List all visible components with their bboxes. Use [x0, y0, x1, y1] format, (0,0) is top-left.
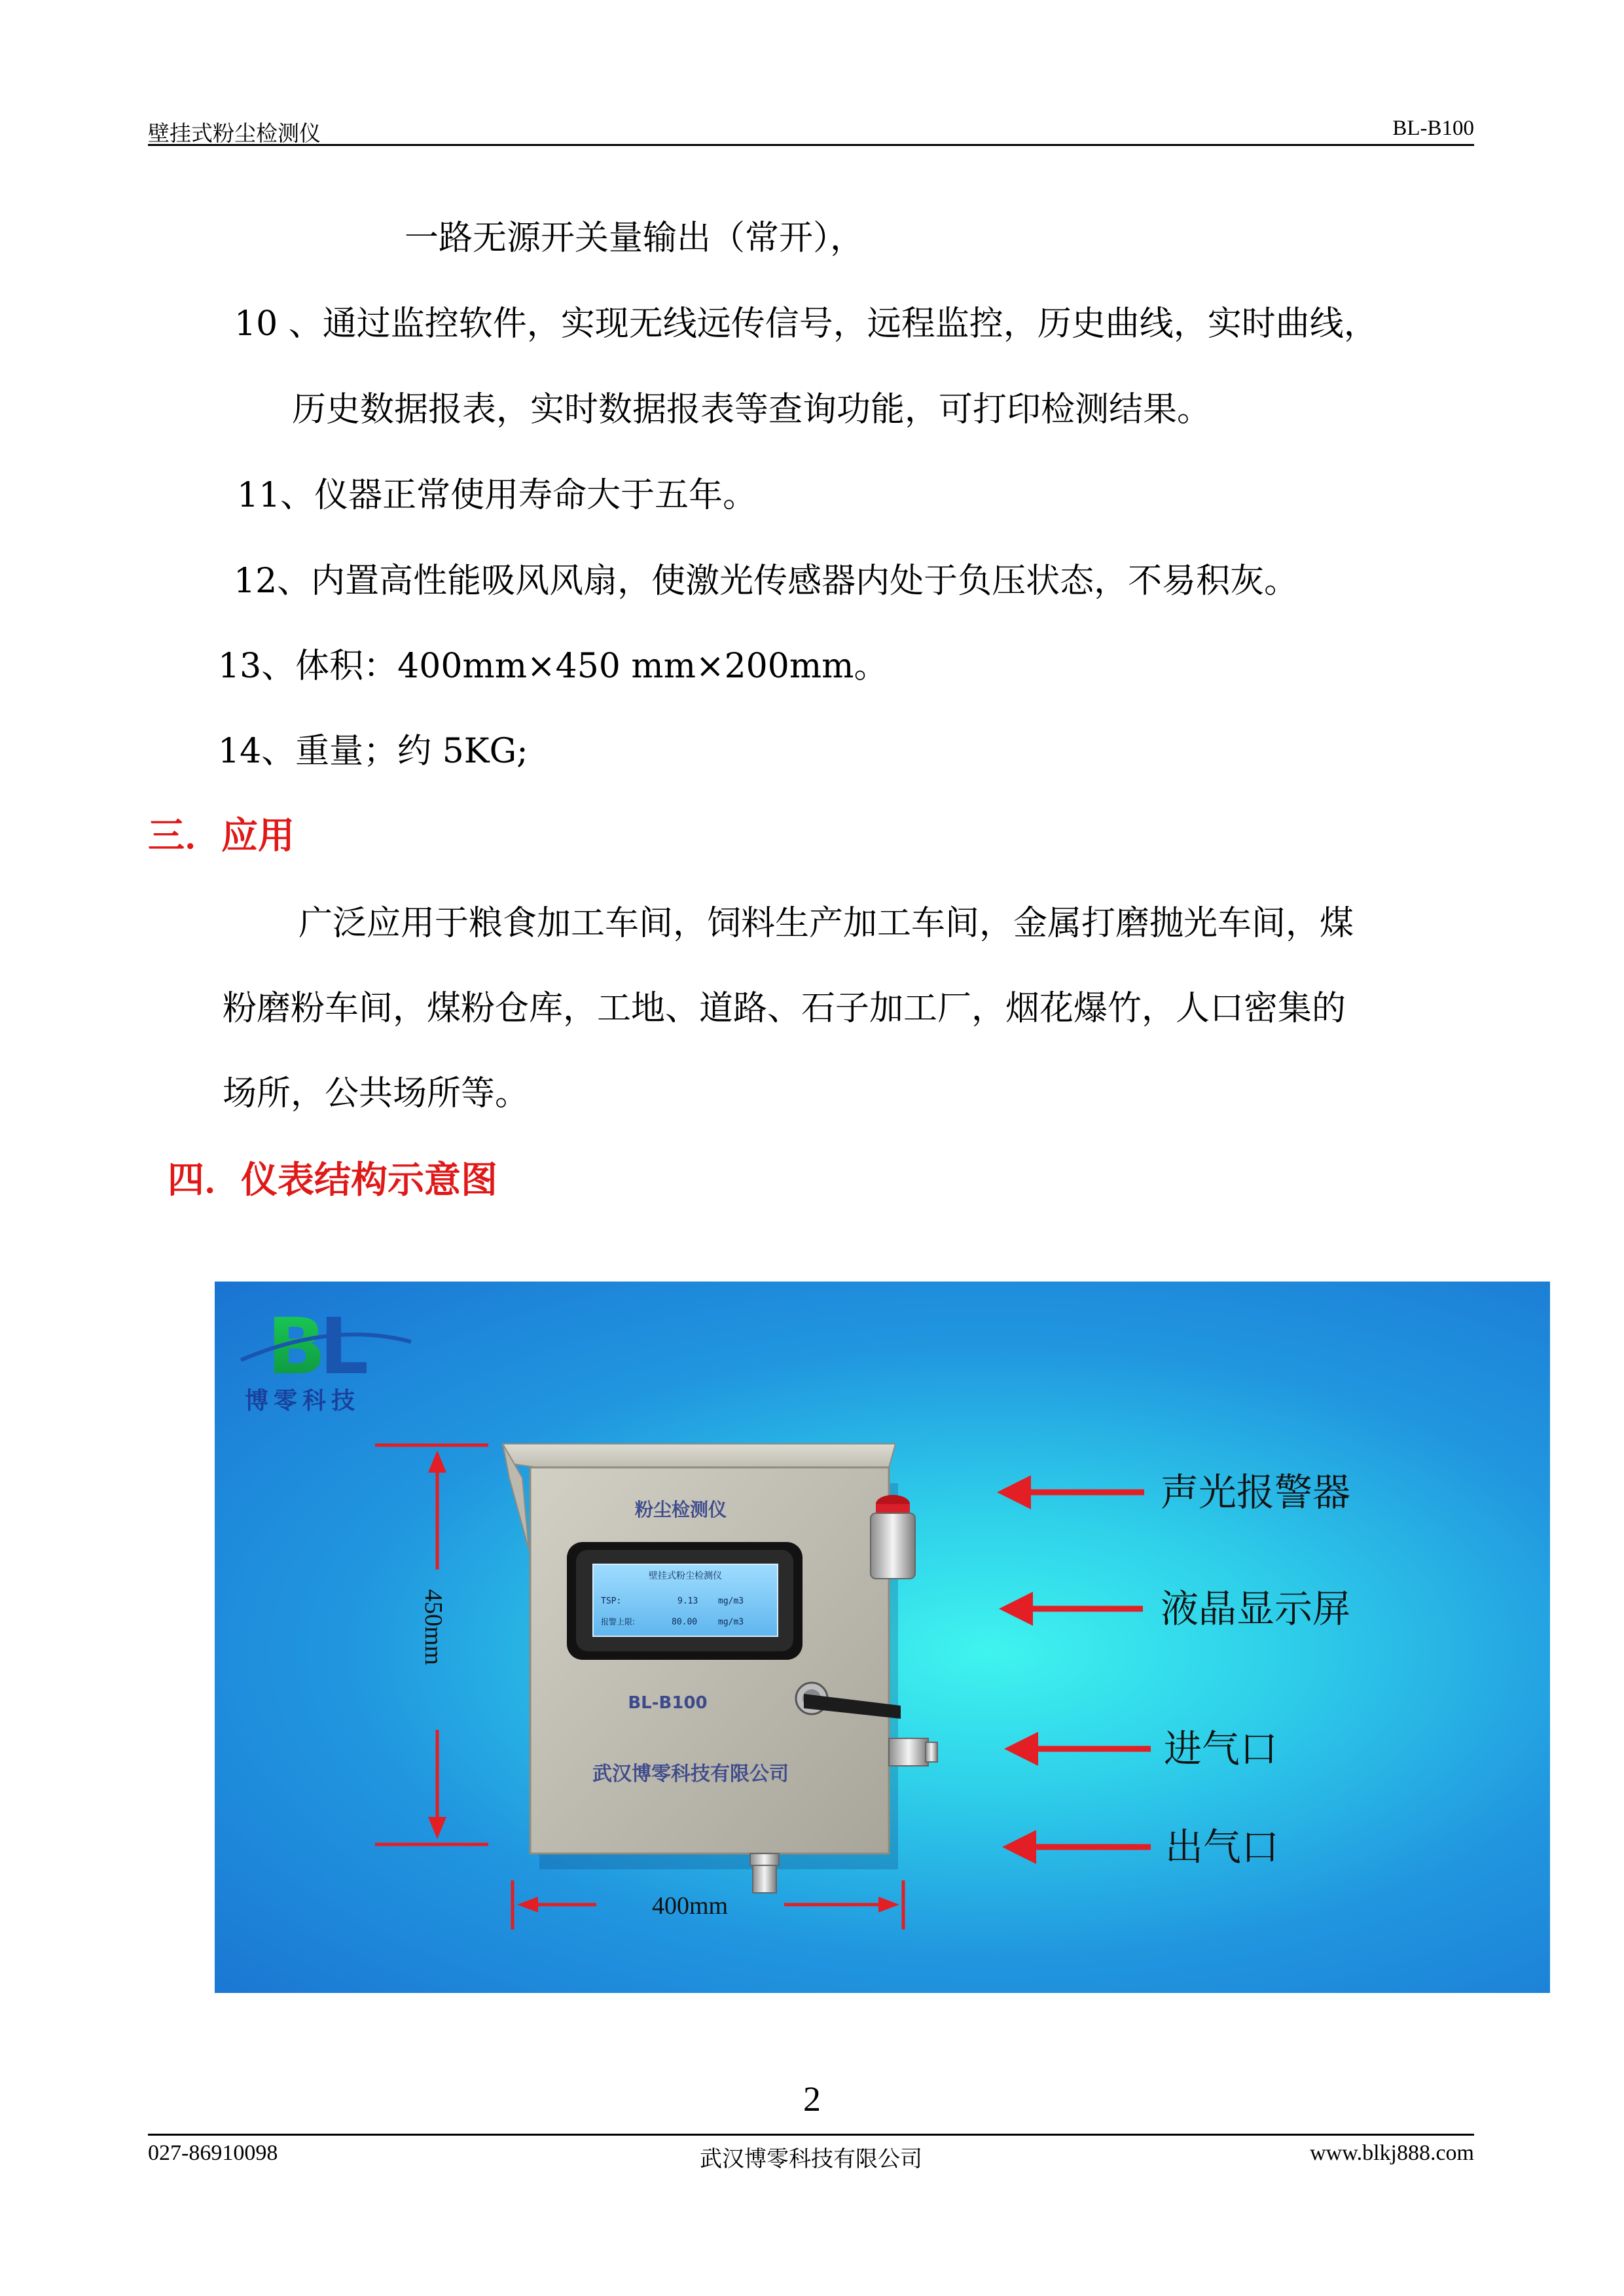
logo-letter-l: L: [319, 1301, 369, 1391]
lcd-tsp-unit: mg/m3: [718, 1596, 744, 1606]
lcd-alarm-value: 80.00: [672, 1617, 698, 1627]
width-dimension: [513, 1880, 903, 1929]
panel-model: BL-B100: [628, 1693, 708, 1713]
lcd-alarm-unit: mg/m3: [718, 1617, 744, 1627]
spec-item-11: 11、仪器正常使用寿命大于五年。: [237, 476, 757, 515]
lcd-tsp-value: 9.13: [677, 1596, 698, 1606]
callout-alarm: [997, 1470, 1350, 1515]
page-number: 2: [803, 2079, 821, 2119]
page-header: [148, 117, 1474, 146]
callout-lcd: [999, 1587, 1350, 1631]
section-3-paragraph-line: 场所，公共场所等。: [223, 1074, 530, 1113]
callout-inlet: [1004, 1727, 1278, 1771]
height-label: 450mm: [420, 1589, 447, 1666]
header-title: 壁挂式粉尘检测仪: [148, 120, 321, 146]
company-logo: [241, 1301, 411, 1414]
section-3-paragraph-line: 广泛应用于粮食加工车间，饲料生产加工车间，金属打磨抛光车间，煤: [298, 904, 1354, 943]
spec-item-13: 13、体积：400mm×450 mm×200mm。: [218, 647, 888, 686]
spec-line-output: 一路无源开关量输出（常开），: [405, 219, 865, 258]
width-label: 400mm: [651, 1892, 729, 1920]
footer-phone: 027-86910098: [148, 2141, 278, 2165]
page-footer: [148, 2134, 1474, 2172]
section-3-heading: 三．应用: [148, 815, 295, 857]
footer-website: www.blkj888.com: [1310, 2141, 1474, 2165]
lcd-tsp-label: TSP:: [601, 1596, 622, 1606]
section-3-paragraph-line: 粉磨粉车间，煤粉仓库，工地、道路、石子加工厂，烟花爆竹，人口密集的: [223, 989, 1346, 1028]
enclosure-body: [530, 1467, 889, 1854]
header-model: BL-B100: [1392, 117, 1474, 140]
spec-item-14: 14、重量；约 5KG;: [218, 732, 528, 771]
spec-item-10: 10 、通过监控软件，实现无线远传信号，远程监控，历史曲线，实时曲线，: [234, 304, 1378, 344]
height-dimension: [375, 1445, 488, 1844]
callout-label: 出气口: [1165, 1825, 1280, 1869]
spec-item-12: 12、内置高性能吸风风扇，使激光传感器内处于负压状态，不易积灰。: [234, 562, 1299, 601]
section-4-heading: 四．仪表结构示意图: [168, 1159, 497, 1202]
lcd-title: 壁挂式粉尘检测仪: [649, 1571, 722, 1581]
panel-title: 粉尘检测仪: [634, 1499, 727, 1520]
panel-company: 武汉博零科技有限公司: [592, 1763, 789, 1785]
air-inlet-fitting: [889, 1738, 937, 1766]
lcd-alarm-label: 报警上限:: [601, 1617, 636, 1626]
logo-letter-b: B: [267, 1301, 326, 1391]
callout-label: 声光报警器: [1161, 1470, 1351, 1515]
callout-label: 进气口: [1164, 1727, 1278, 1771]
instrument-structure-figure: [215, 1282, 1550, 1993]
instrument-diagram: [215, 1282, 1550, 1993]
alarm-light: [871, 1495, 915, 1579]
spec-item-10-cont: 历史数据报表，实时数据报表等查询功能，可打印检测结果。: [292, 390, 1212, 429]
callout-outlet: [1002, 1825, 1279, 1869]
callout-label: 液晶显示屏: [1161, 1587, 1351, 1631]
air-outlet-fitting: [750, 1854, 779, 1893]
footer-company: 武汉博零科技有限公司: [700, 2146, 922, 2172]
logo-text: 博零科技: [245, 1388, 361, 1414]
